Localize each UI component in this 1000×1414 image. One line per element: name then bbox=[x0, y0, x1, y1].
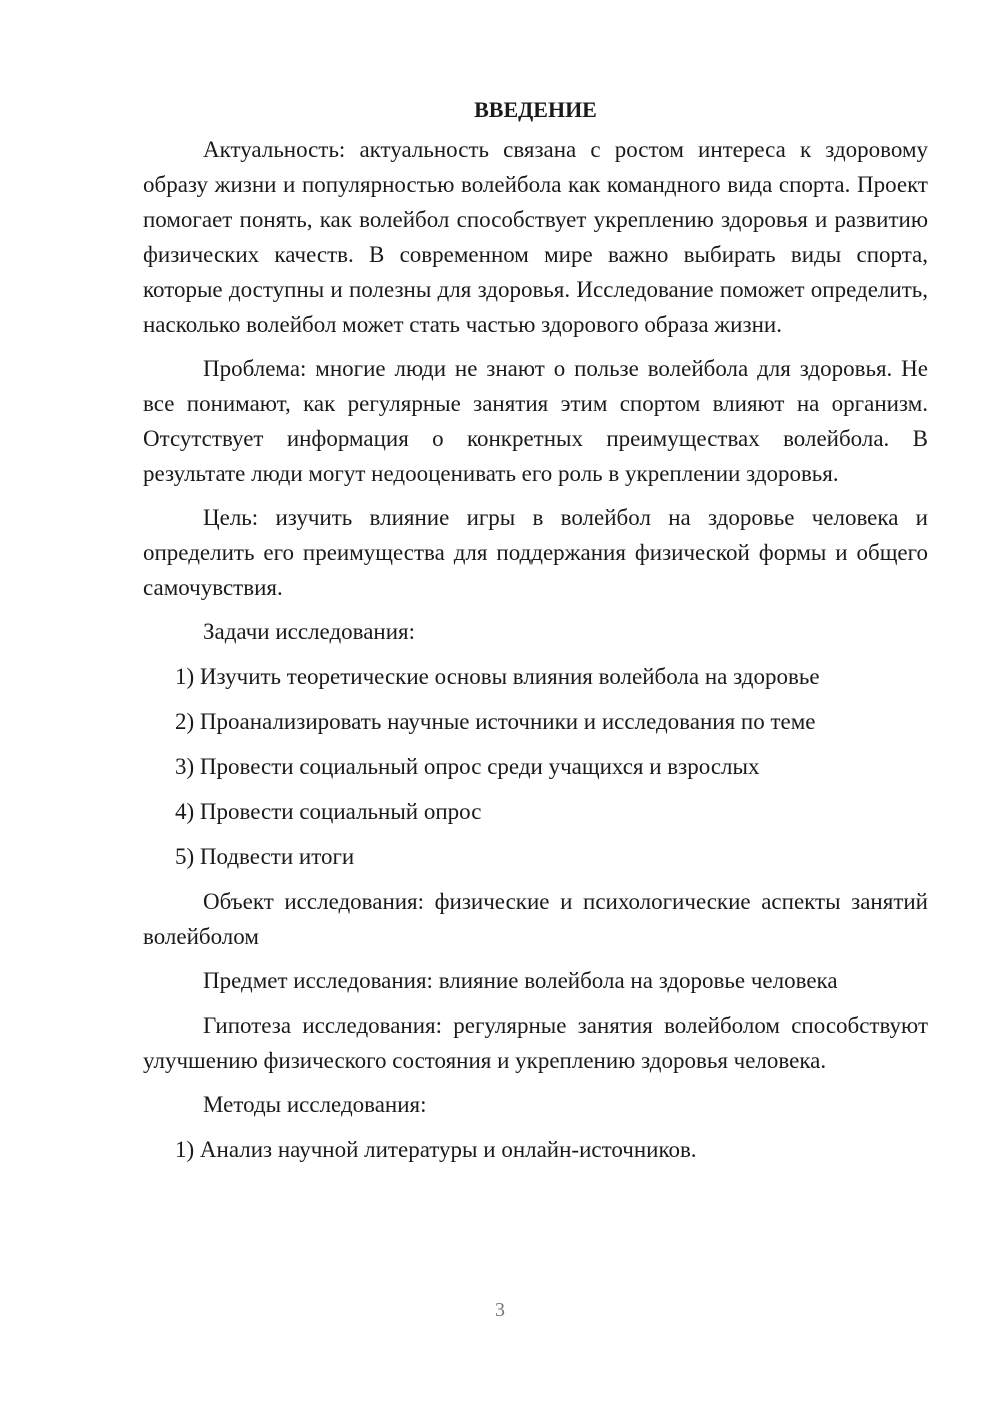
goal-paragraph: Цель: изучить влияние игры в волейбол на здоровье человека и определить его преимущества для поддержания физической формы и общего самочувствия. bbox=[143, 505, 928, 600]
task-item-3: 3) Провести социальный опрос среди учащихся и взрослых bbox=[175, 754, 760, 779]
method-item-1: 1) Анализ научной литературы и онлайн-источников. bbox=[175, 1137, 697, 1162]
object-paragraph: Объект исследования: физические и психологические аспекты занятий волейболом bbox=[143, 889, 928, 949]
methods-title: Методы исследования: bbox=[203, 1092, 427, 1117]
relevance-paragraph: Актуальность: актуальность связана с ростом интереса к здоровому образу жизни и популярностью волейбола как командного вида спорта. Проект помогает понять, как волейбол способствует укреплению здоровья и развитию физических качеств. В современном мире важно выбирать виды спорта, которые доступны и полезны для здоровья. Исследование поможет определить, насколько волейбол может стать частью здорового образа жизни. bbox=[143, 137, 928, 337]
document-page bbox=[143, 92, 928, 1177]
section-heading: ВВЕДЕНИЕ bbox=[474, 97, 597, 122]
task-item-2: 2) Проанализировать научные источники и исследования по теме bbox=[175, 709, 816, 734]
task-item-5: 5) Подвести итоги bbox=[175, 844, 355, 869]
task-item-1: 1) Изучить теоретические основы влияния волейбола на здоровье bbox=[175, 664, 820, 689]
hypothesis-paragraph: Гипотеза исследования: регулярные занятия волейболом способствуют улучшению физического состояния и укреплению здоровья человека. bbox=[143, 1013, 928, 1073]
subject-paragraph: Предмет исследования: влияние волейбола на здоровье человека bbox=[203, 968, 838, 993]
tasks-title: Задачи исследования: bbox=[203, 619, 416, 644]
page-number: 3 bbox=[495, 1299, 505, 1321]
task-item-4: 4) Провести социальный опрос bbox=[175, 799, 482, 824]
problem-paragraph: Проблема: многие люди не знают о пользе волейбола для здоровья. Не все понимают, как регулярные занятия этим спортом влияют на организм. Отсутствует информация о конкретных преимуществах волейбола. В результате люди могут недооценивать его роль в укреплении здоровья. bbox=[143, 356, 928, 486]
